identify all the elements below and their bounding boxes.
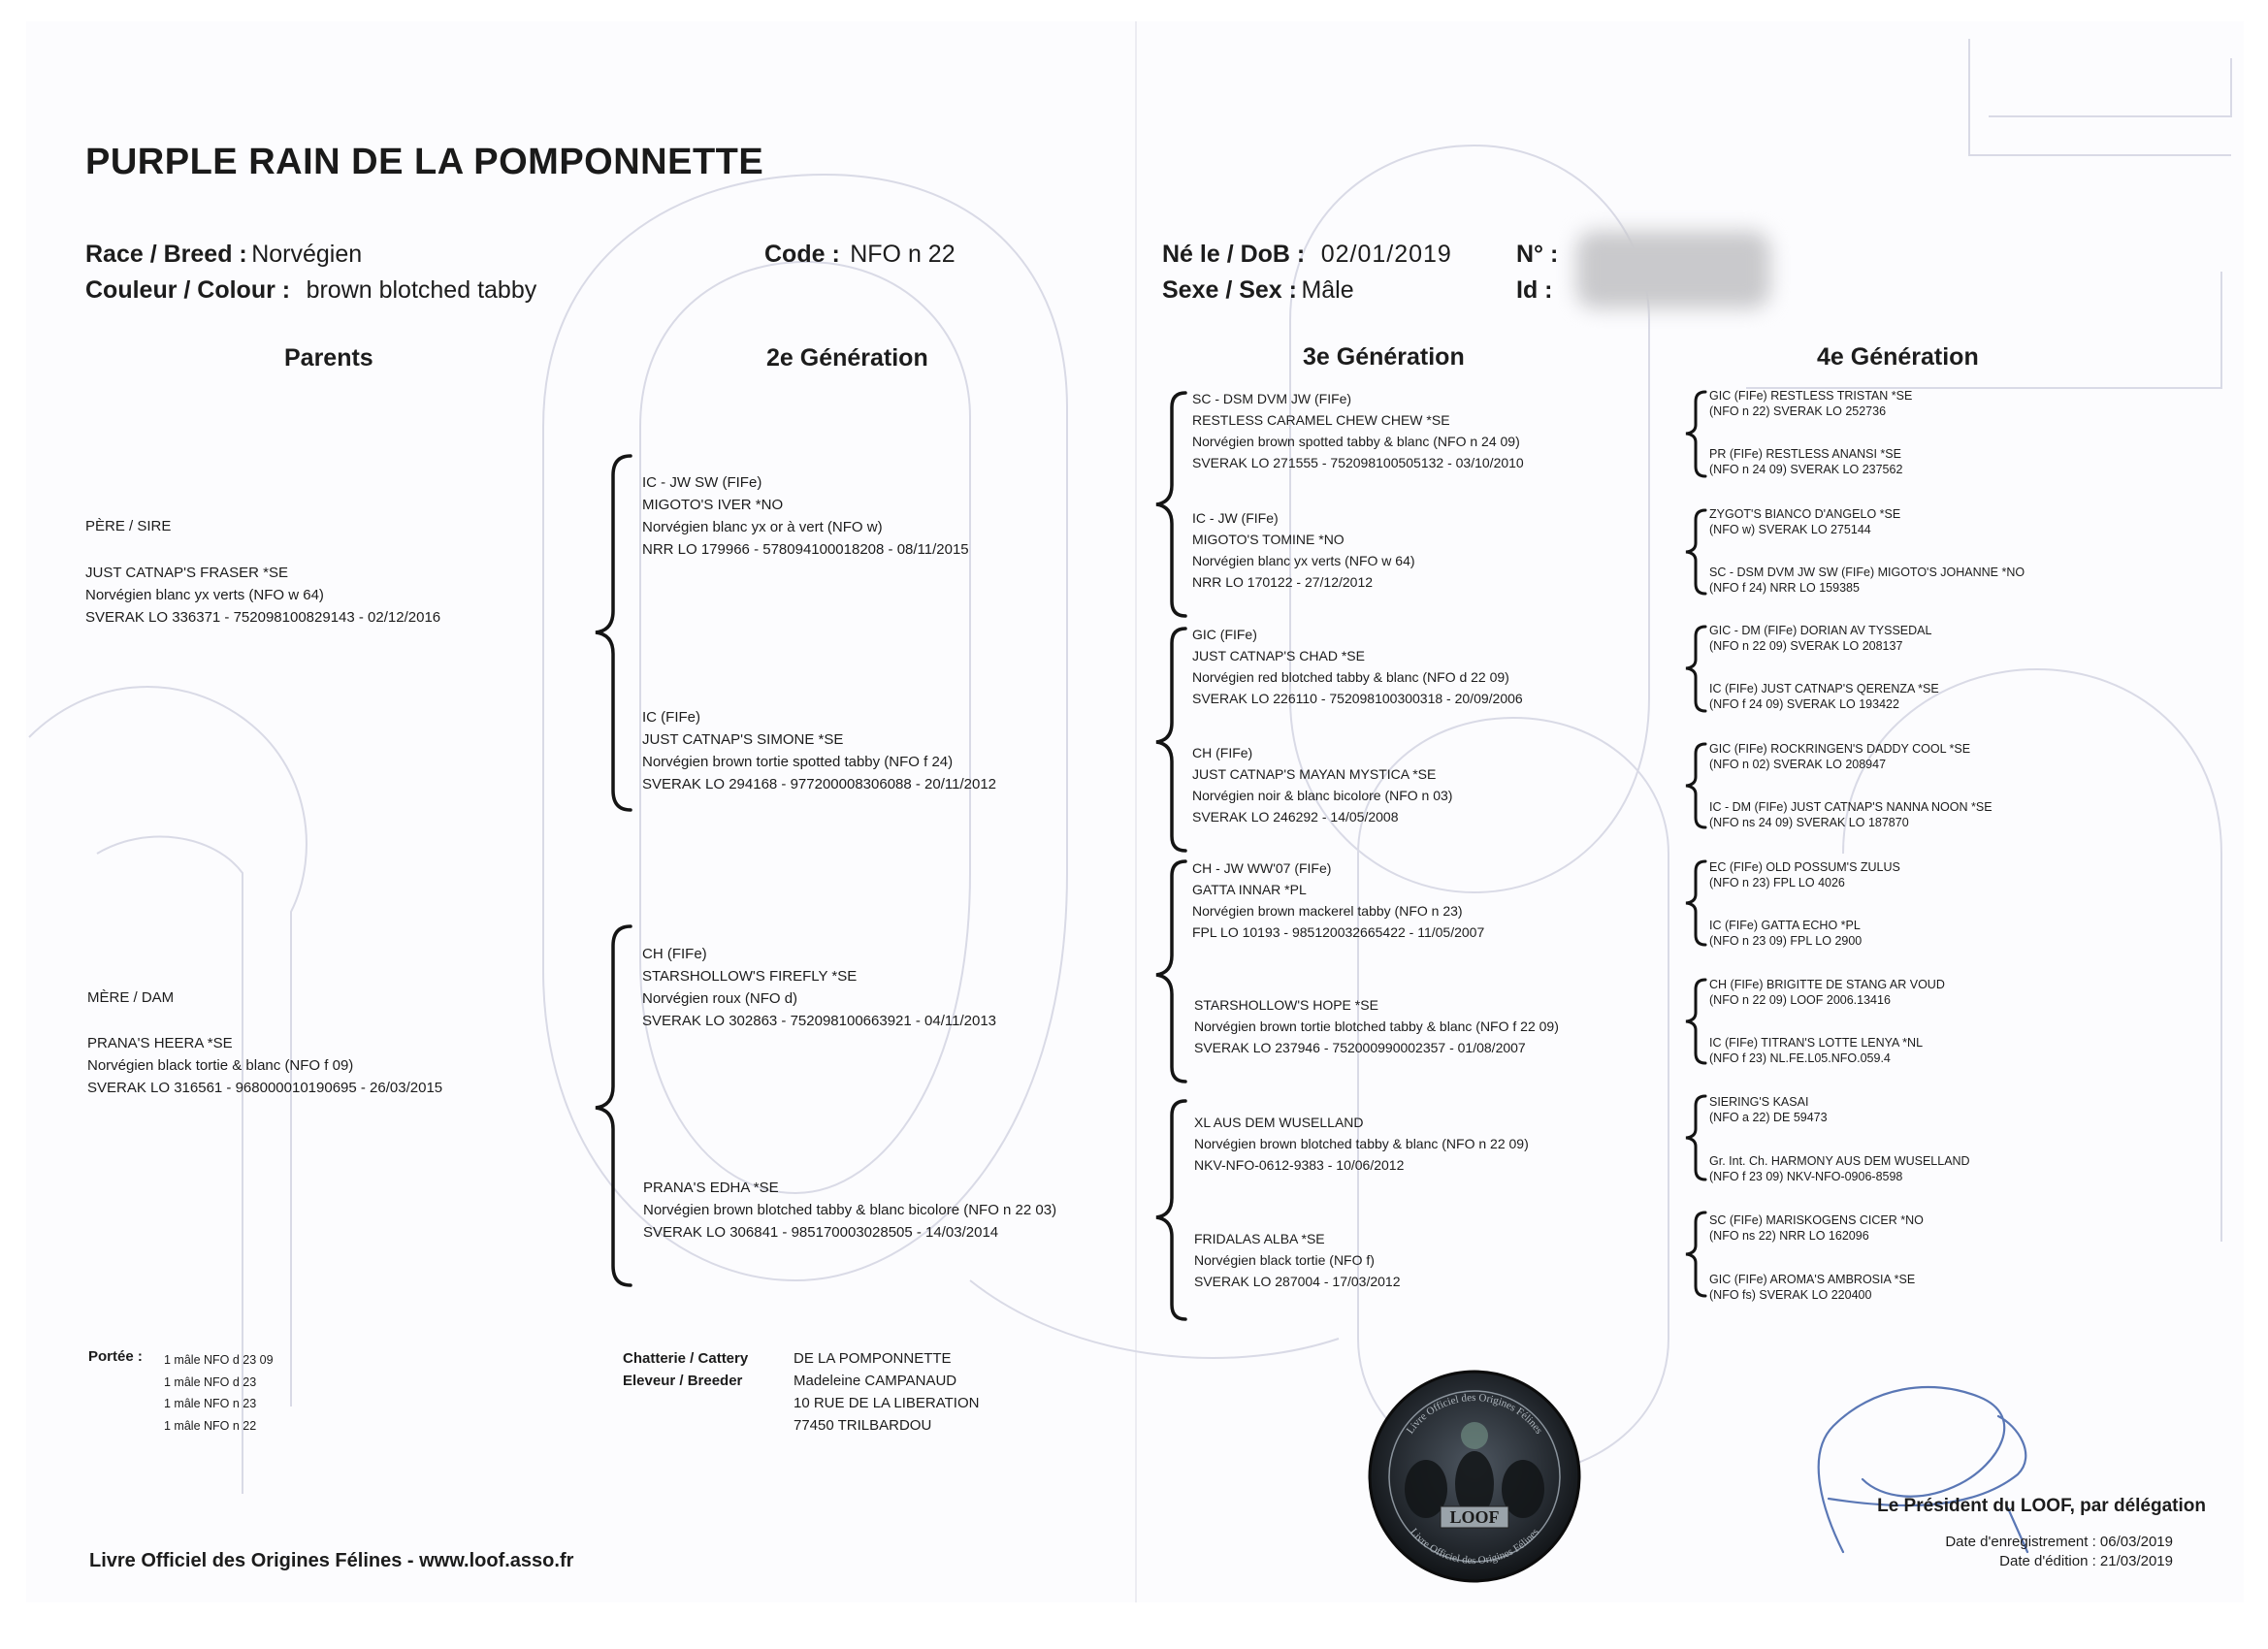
gen4-5-info: (NFO n 22 09) SVERAK LO 208137: [1709, 639, 1903, 653]
code-label: Code :: [764, 241, 840, 268]
gen4-5-name: GIC - DM (FIFe) DORIAN AV TYSSEDAL: [1709, 624, 1932, 637]
gen4-8-name: IC - DM (FIFe) JUST CATNAP'S NANNA NOON *SE: [1709, 800, 1993, 814]
gen2-3-title: CH (FIFe): [642, 946, 707, 962]
gen3-5-colour: Norvégien brown mackerel tabby (NFO n 23): [1192, 903, 1463, 919]
column-parents: Parents: [284, 344, 373, 372]
gen3-6-colour: Norvégien brown tortie blotched tabby & blanc (NFO f 22 09): [1194, 1018, 1559, 1034]
gen4-14-info: (NFO f 23 09) NKV-NFO-0906-8598: [1709, 1170, 1903, 1183]
gen4-14-name: Gr. Int. Ch. HARMONY AUS DEM WUSELLAND: [1709, 1154, 1970, 1168]
sex-label: Sexe / Sex :: [1162, 276, 1297, 304]
gen4-9-info: (NFO n 23) FPL LO 4026: [1709, 876, 1845, 889]
cattery-name: DE LA POMPONNETTE: [794, 1350, 952, 1367]
gen4-10-name: IC (FIFe) GATTA ECHO *PL: [1709, 919, 1861, 932]
gen3-8-colour: Norvégien black tortie (NFO f): [1194, 1252, 1375, 1268]
gen4-12-info: (NFO f 23) NL.FE.L05.NFO.059.4: [1709, 1051, 1891, 1065]
gen3-3-colour: Norvégien red blotched tabby & blanc (NFO d 22 09): [1192, 669, 1509, 685]
cattery-label: Chatterie / Cattery: [623, 1350, 749, 1367]
gen3-4-registration: SVERAK LO 246292 - 14/05/2008: [1192, 809, 1399, 824]
breed-label: Race / Breed :: [85, 241, 247, 268]
colour-value: brown blotched tabby: [306, 276, 537, 304]
gen3-5-name: GATTA INNAR *PL: [1192, 882, 1307, 897]
gen2-2-title: IC (FIFe): [642, 709, 700, 726]
gen3-2-name: MIGOTO'S TOMINE *NO: [1192, 532, 1345, 547]
breeder-label: Eleveur / Breeder: [623, 1373, 743, 1389]
gen3-7-registration: NKV-NFO-0612-9383 - 10/06/2012: [1194, 1157, 1405, 1173]
column-gen4: 4e Génération: [1817, 343, 1979, 371]
gen3-6-name: STARSHOLLOW'S HOPE *SE: [1194, 997, 1378, 1013]
gen3-1-registration: SVERAK LO 271555 - 752098100505132 - 03/10/2010: [1192, 455, 1524, 470]
gen2-1-registration: NRR LO 179966 - 578094100018208 - 08/11/2015: [642, 541, 969, 558]
gen4-8-info: (NFO ns 24 09) SVERAK LO 187870: [1709, 816, 1909, 829]
edition-date: Date d'édition : 21/03/2019: [1999, 1553, 2173, 1569]
gen3-4-colour: Norvégien noir & blanc bicolore (NFO n 03): [1192, 788, 1453, 803]
gen2-1-name: MIGOTO'S IVER *NO: [642, 497, 784, 513]
gen3-8-name: FRIDALAS ALBA *SE: [1194, 1231, 1325, 1246]
breeder-name: Madeleine CAMPANAUD: [794, 1373, 957, 1389]
gen4-7-info: (NFO n 02) SVERAK LO 208947: [1709, 758, 1887, 771]
id-label: Id :: [1516, 276, 1553, 304]
dam-colour: Norvégien black tortie & blanc (NFO f 09): [87, 1057, 354, 1074]
gen3-7-colour: Norvégien brown blotched tabby & blanc (NFO n 22 09): [1194, 1136, 1529, 1151]
gen4-11-info: (NFO n 22 09) LOOF 2006.13416: [1709, 993, 1891, 1007]
gen4-3-name: ZYGOT'S BIANCO D'ANGELO *SE: [1709, 507, 1901, 521]
gen4-2-name: PR (FIFe) RESTLESS ANANSI *SE: [1709, 447, 1901, 461]
gen3-7-name: XL AUS DEM WUSELLAND: [1194, 1115, 1364, 1130]
sire-registration: SVERAK LO 336371 - 752098100829143 - 02/12/2016: [85, 609, 441, 626]
gen2-4-colour: Norvégien brown blotched tabby & blanc bicolore (NFO n 22 03): [643, 1202, 1057, 1218]
gen2-1-title: IC - JW SW (FIFe): [642, 474, 762, 491]
sex-value: Mâle: [1301, 276, 1354, 304]
dam-label: MÈRE / DAM: [87, 989, 175, 1006]
litter-item: 1 mâle NFO d 23: [164, 1374, 257, 1389]
gen2-4-name: PRANA'S EDHA *SE: [643, 1180, 779, 1196]
gen3-3-title: GIC (FIFe): [1192, 627, 1257, 642]
sire-colour: Norvégien blanc yx verts (NFO w 64): [85, 587, 324, 603]
gen3-4-title: CH (FIFe): [1192, 745, 1253, 760]
dam-name: PRANA'S HEERA *SE: [87, 1035, 233, 1051]
gen4-11-name: CH (FIFe) BRIGITTE DE STANG AR VOUD: [1709, 978, 1945, 991]
column-gen2: 2e Génération: [766, 344, 928, 372]
gen4-2-info: (NFO n 24 09) SVERAK LO 237562: [1709, 463, 1903, 476]
gen4-4-name: SC - DSM DVM JW SW (FIFe) MIGOTO'S JOHANNE *NO: [1709, 566, 2025, 579]
gen4-16-info: (NFO fs) SVERAK LO 220400: [1709, 1288, 1872, 1302]
gen4-4-info: (NFO f 24) NRR LO 159385: [1709, 581, 1860, 595]
gen4-3-info: (NFO w) SVERAK LO 275144: [1709, 523, 1871, 536]
cat-name: PURPLE RAIN DE LA POMPONNETTE: [85, 142, 764, 182]
seal-text-top: Livre Officiel des Origines Félines: [1404, 1391, 1545, 1437]
gen3-6-registration: SVERAK LO 237946 - 752000990002357 - 01/08/2007: [1194, 1040, 1526, 1055]
code-value: NFO n 22: [850, 241, 956, 268]
gen4-9-name: EC (FIFe) OLD POSSUM'S ZULUS: [1709, 860, 1900, 874]
gen4-16-name: GIC (FIFe) AROMA'S AMBROSIA *SE: [1709, 1273, 1916, 1286]
gen4-1-info: (NFO n 22) SVERAK LO 252736: [1709, 404, 1887, 418]
sire-label: PÈRE / SIRE: [85, 518, 172, 534]
breeder-city: 77450 TRILBARDOU: [794, 1417, 932, 1434]
gen3-2-registration: NRR LO 170122 - 27/12/2012: [1192, 574, 1374, 590]
dob-label: Né le / DoB :: [1162, 241, 1306, 268]
gen3-5-registration: FPL LO 10193 - 985120032665422 - 11/05/2007: [1192, 924, 1485, 940]
dam-registration: SVERAK LO 316561 - 968000010190695 - 26/03/2015: [87, 1080, 443, 1096]
gen2-3-registration: SVERAK LO 302863 - 752098100663921 - 04/11/2013: [642, 1013, 997, 1029]
colour-label: Couleur / Colour :: [85, 276, 291, 304]
gen2-2-name: JUST CATNAP'S SIMONE *SE: [642, 731, 844, 748]
gen2-4-registration: SVERAK LO 306841 - 985170003028505 - 14/03/2014: [643, 1224, 999, 1241]
breeder-address: 10 RUE DE LA LIBERATION: [794, 1395, 980, 1411]
gen4-6-info: (NFO f 24 09) SVERAK LO 193422: [1709, 697, 1899, 711]
number-label: N° :: [1516, 241, 1559, 268]
litter-item: 1 mâle NFO d 23 09: [164, 1353, 274, 1367]
seal-logo: LOOF: [1449, 1507, 1500, 1527]
gen2-1-colour: Norvégien blanc yx or à vert (NFO w): [642, 519, 883, 535]
footer-loof: Livre Officiel des Origines Félines - www.loof.asso.fr: [89, 1550, 574, 1571]
gen2-3-colour: Norvégien roux (NFO d): [642, 990, 798, 1007]
gen2-2-registration: SVERAK LO 294168 - 977200008306088 - 20/11/2012: [642, 776, 997, 792]
gen3-3-name: JUST CATNAP'S CHAD *SE: [1192, 648, 1365, 663]
gen3-2-colour: Norvégien blanc yx verts (NFO w 64): [1192, 553, 1415, 568]
gen3-8-registration: SVERAK LO 287004 - 17/03/2012: [1194, 1274, 1401, 1289]
gen2-3-name: STARSHOLLOW'S FIREFLY *SE: [642, 968, 858, 985]
sire-name: JUST CATNAP'S FRASER *SE: [85, 565, 289, 581]
dates: [1945, 1533, 2173, 1571]
gen4-15-info: (NFO ns 22) NRR LO 162096: [1709, 1229, 1869, 1243]
gen3-1-name: RESTLESS CARAMEL CHEW CHEW *SE: [1192, 412, 1450, 428]
gen3-4-name: JUST CATNAP'S MAYAN MYSTICA *SE: [1192, 766, 1437, 782]
litter-item: 1 mâle NFO n 23: [164, 1397, 257, 1410]
gen3-1-title: SC - DSM DVM JW (FIFe): [1192, 391, 1352, 406]
breed-value: Norvégien: [251, 241, 363, 268]
gen4-12-name: IC (FIFe) TITRAN'S LOTTE LENYA *NL: [1709, 1036, 1924, 1050]
gen4-7-name: GIC (FIFe) ROCKRINGEN'S DADDY COOL *SE: [1709, 742, 1971, 756]
gen3-3-registration: SVERAK LO 226110 - 752098100300318 - 20/09/2006: [1192, 691, 1523, 706]
gen3-2-title: IC - JW (FIFe): [1192, 510, 1279, 526]
gen2-2-colour: Norvégien brown tortie spotted tabby (NFO f 24): [642, 754, 954, 770]
gen4-15-name: SC (FIFe) MARISKOGENS CICER *NO: [1709, 1213, 1924, 1227]
president-label: Le Président du LOOF, par délégation: [1877, 1496, 2206, 1516]
gen4-6-name: IC (FIFe) JUST CATNAP'S QERENZA *SE: [1709, 682, 1939, 695]
litter-item: 1 mâle NFO n 22: [164, 1418, 257, 1433]
gen4-13-name: SIERING'S KASAI: [1709, 1095, 1809, 1109]
gen3-1-colour: Norvégien brown spotted tabby & blanc (NFO n 24 09): [1192, 434, 1520, 449]
gen4-1-name: GIC (FIFe) RESTLESS TRISTAN *SE: [1709, 389, 1913, 403]
column-gen3: 3e Génération: [1303, 343, 1465, 371]
gen3-5-title: CH - JW WW'07 (FIFe): [1192, 860, 1332, 876]
dob-value: 02/01/2019: [1320, 241, 1452, 268]
gen4-13-info: (NFO a 22) DE 59473: [1709, 1111, 1828, 1124]
registration-date: Date d'enregistrement : 06/03/2019: [1945, 1534, 2173, 1550]
seal-text-bottom: Livre Officiel des Origines Félines: [1408, 1526, 1541, 1568]
litter-label: Portée :: [88, 1348, 143, 1365]
gen4-10-info: (NFO n 23 09) FPL LO 2900: [1709, 934, 1863, 948]
